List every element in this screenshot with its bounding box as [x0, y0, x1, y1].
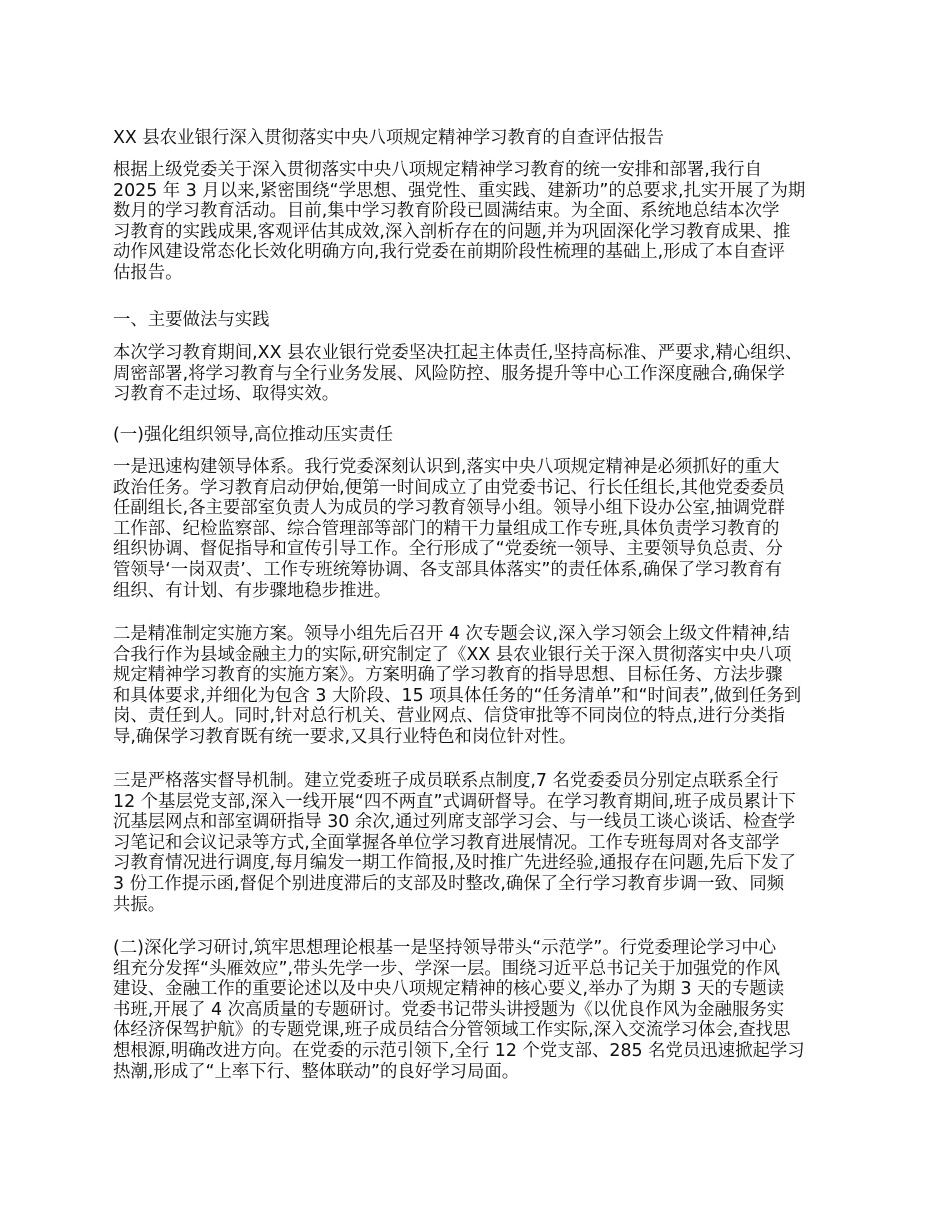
title-text: XX 县农业银行深入贯彻落实中央八项规定精神学习教育的自查评估报告 — [113, 128, 665, 148]
text-line: 本次学习教育期间,XX 县农业银行党委坚决扛起主体责任,坚持高标准、严要求,精心组织、 — [113, 343, 803, 363]
text-line: 二是精准制定实施方案。领导小组先后召开 4 次专题会议,深入学习领会上级文件精神,结 — [113, 624, 790, 644]
text-line: 想根源,明确改进方向。在党委的示范引领下,全行 12 个党支部、285 名党员迅速掀起学习 — [113, 1040, 805, 1061]
text-line: 导,确保学习教育既有统一要求,又具行业特色和岗位针对性。 — [113, 726, 577, 747]
text-line: 习笔记和会议记录等方式,全面掌握各单位学习教育进展情况。工作专班每周对各支部学 — [113, 832, 780, 853]
study-paragraph — [113, 938, 843, 1082]
text-line: 周密部署,将学习教育与全行业务发展、风险防控、服务提升等中心工作深度融合,确保学 — [113, 363, 785, 384]
leadership-paragraph — [113, 457, 843, 601]
text-line: 体经济保驾护航》的专题党课,班子成员结合分管领域工作实际,深入交流学习体会,查找思 — [113, 1020, 791, 1041]
section-1-intro-paragraph — [113, 343, 843, 405]
text-line: 数月的学习教育活动。目前,集中学习教育阶段已圆满结束。为全面、系统地总结本次学 — [113, 201, 780, 222]
text-line: 组织、有计划、有步骤地稳步推进。 — [113, 580, 392, 601]
intro-paragraph — [113, 160, 843, 284]
text-line: 建设、金融工作的重要论述以及中央八项规定精神的核心要义,举办了为期 3 天的专题读 — [113, 979, 785, 1000]
text-line: 政治任务。学习教育启动伊始,便第一时间成立了由党委书记、行长任组长,其他党委委员 — [113, 477, 785, 498]
text-line: 岗、责任到人。同时,针对总行机关、营业网点、信贷审批等不同岗位的特点,进行分类指 — [113, 706, 785, 727]
text-line: 动作风建设常态化长效化明确方向,我行党委在前期阶段性梳理的基础上,形成了本自查评 — [113, 242, 785, 263]
section-heading — [113, 310, 843, 331]
text-line: 一是迅速构建领导体系。我行党委深刻认识到,落实中央八项规定精神是必须抓好的重大 — [113, 457, 780, 477]
text-line: 3 份工作提示函,督促个别进度滞后的支部及时整改,确保了全行学习教育步调一致、同频 — [113, 873, 785, 894]
text-line: 根据上级党委关于深入贯彻落实中央八项规定精神学习教育的统一安排和部署,我行自 — [113, 160, 762, 180]
text-line: (二)深化学习研讨,筑牢思想理论根基一是坚持领导带头“示范学”。行党委理论学习中心 — [113, 938, 777, 958]
text-line: 组织协调、督促指导和宣传引导工作。全行形成了“党委统一领导、主要领导负总责、分 — [113, 539, 783, 560]
text-line: 和具体要求,并细化为包含 3 大阶段、15 项具体任务的“任务清单”和“时间表”,做到任务到 — [113, 685, 802, 706]
text-line: 热潮,形成了“上率下行、整体联动”的良好学习局面。 — [113, 1061, 520, 1082]
text-line: 2025 年 3 月以来,紧密围绕“学思想、强党性、重实践、建新功”的总要求,扎实开展了为期 — [113, 180, 806, 201]
text-line: 书班,开展了 4 次高质量的专题研讨。党委书记带头讲授题为《以优良作风为金融服务实 — [113, 999, 785, 1020]
section-1-heading: 一、主要做法与实践 — [113, 310, 270, 330]
text-line: 三是严格落实督导机制。建立党委班子成员联系点制度,7 名党委委员分别定点联系全行 — [113, 771, 779, 791]
text-line: 合我行作为县域金融主力的实际,研究制定了《XX 县农业银行关于深入贯彻落实中央八项 — [113, 644, 792, 665]
text-line: 习教育的实践成果,客观评估其成效,深入剖析存在的问题,并为巩固深化学习教育成果、推 — [113, 221, 791, 242]
text-line: 沉基层网点和部室调研指导 30 余次,通过列席支部学习会、与一线员工谈心谈话、检查学 — [113, 812, 796, 833]
text-line: 组充分发挥“头雁效应”,带头先学一步、学深一层。围绕习近平总书记关于加强党的作风 — [113, 958, 781, 979]
subsection-heading — [113, 425, 843, 446]
document-title — [113, 128, 843, 149]
text-line: 估报告。 — [113, 262, 183, 283]
text-line: 共振。 — [113, 894, 166, 915]
text-line: 12 个基层党支部,深入一线开展“四不两直”式调研督导。在学习教育期间,班子成员累计下 — [113, 791, 796, 812]
text-line: 管领导‘一岗双责’、工作专班统筹协调、各支部具体落实”的责任体系,确保了学习教育有 — [113, 559, 783, 580]
text-line: 习教育不走过场、取得实效。 — [113, 384, 340, 405]
implementation-plan-paragraph — [113, 624, 843, 748]
text-line: 规定精神学习教育的实施方案》。方案明确了学习教育的指导思想、目标任务、方法步骤 — [113, 665, 783, 686]
supervision-paragraph — [113, 771, 843, 915]
text-line: 工作部、纪检监察部、综合管理部等部门的精干力量组成工作专班,具体负责学习教育的 — [113, 518, 780, 539]
text-line: 习教育情况进行调度,每月编发一期工作简报,及时推广先进经验,通报存在问题,先后下发了 — [113, 853, 796, 874]
text-line: 任副组长,各主要部室负责人为成员的学习教育领导小组。领导小组下设办公室,抽调党群 — [113, 498, 785, 519]
subsection-1-heading: (一)强化组织领导,高位推动压实责任 — [113, 425, 393, 445]
